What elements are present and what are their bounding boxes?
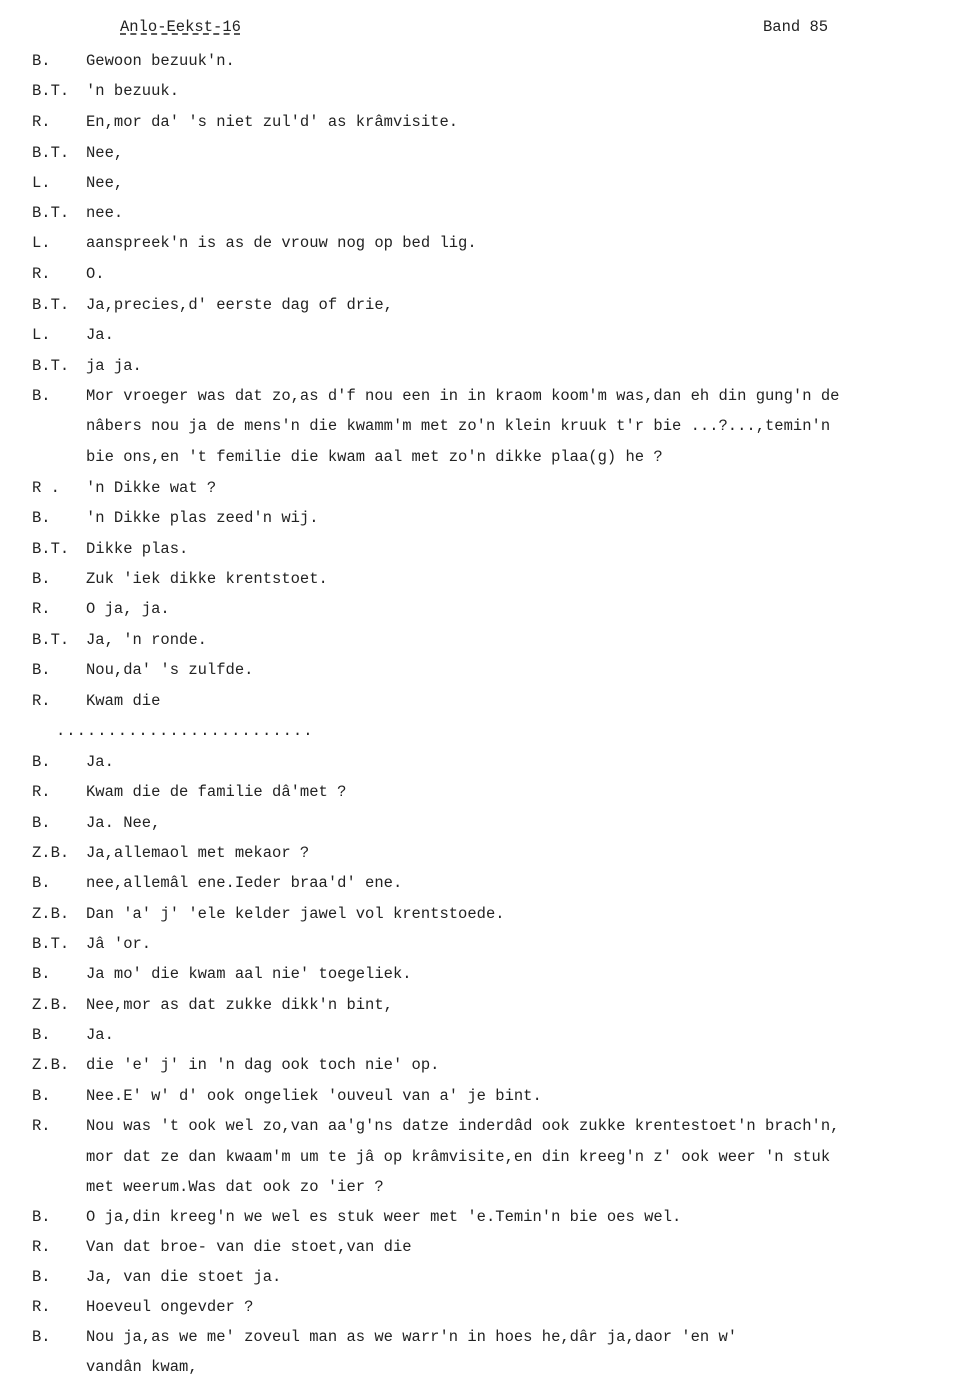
speaker-label: B. [32,814,51,832]
utterance-text: Ja,allemaol met mekaor ? [86,844,310,862]
speaker-label: R. [32,113,51,131]
speaker-label: B. [32,570,51,588]
speaker-label: B. [32,874,51,892]
utterance-text: Dan 'a' j' 'ele kelder jawel vol krentstoede. [86,905,505,923]
utterance-text: Dikke plas. [86,540,189,558]
speaker-label: R. [32,1298,51,1316]
speaker-label: B.T. [32,540,70,558]
speaker-label: B.T. [32,631,70,649]
utterance-text: Nee, [86,174,124,192]
speaker-label: R. [32,265,51,283]
speaker-label: B. [32,509,51,527]
utterance-text: Kwam die de familie dâ'met ? [86,783,347,801]
speaker-label: B. [32,387,51,405]
utterance-text: met weerum.Was dat ook zo 'ier ? [86,1178,384,1196]
speaker-label: Z.B. [32,1056,70,1074]
utterance-text: Nee,mor as dat zukke dikk'n bint, [86,996,393,1014]
speaker-label: B.T. [32,357,70,375]
utterance-text: Gewoon bezuuk'n. [86,52,235,70]
utterance-text: Ja,precies,d' eerste dag of drie, [86,296,393,314]
speaker-label: B.T. [32,935,70,953]
utterance-text: Ja. [86,326,114,344]
utterance-text: nee,allemâl ene.Ieder braa'd' ene. [86,874,403,892]
utterance-text: 'n Dikke plas zeed'n wij. [86,509,319,527]
utterance-text: Ja. [86,1026,114,1044]
utterance-text: 'n bezuuk. [86,82,180,100]
utterance-text: aanspreek'n is as de vrouw nog op bed lig. [86,234,477,252]
speaker-label: B. [32,661,51,679]
utterance-text: O. [86,265,105,283]
speaker-label: R. [32,600,51,618]
utterance-text: Zuk 'iek dikke krentstoet. [86,570,328,588]
utterance-text: 'n Dikke wat ? [86,479,217,497]
omission-separator: ......................... [56,722,314,740]
speaker-label: B.T. [32,82,70,100]
speaker-label: R. [32,783,51,801]
utterance-text: Ja. [86,753,114,771]
utterance-text: Jâ 'or. [86,935,152,953]
utterance-text: ja ja. [86,357,142,375]
speaker-label: B. [32,1328,51,1346]
utterance-text: mor dat ze dan kwaam'm um te jâ op krâmvisite,en din kreeg'n z' ook weer 'n stuk [86,1148,831,1166]
speaker-label: B. [32,753,51,771]
speaker-label: B.T. [32,204,70,222]
utterance-text: Van dat broe- van die stoet,van die [86,1238,412,1256]
utterance-text: nee. [86,204,124,222]
speaker-label: B.T. [32,296,70,314]
speaker-label: Z.B. [32,996,70,1014]
utterance-text: O ja, ja. [86,600,170,618]
speaker-label: R . [32,479,60,497]
utterance-text: Nou ja,as we me' zoveul man as we warr'n in hoes he,dâr ja,daor 'en w' [86,1328,738,1346]
speaker-label: L. [32,174,51,192]
utterance-text: bie ons,en 't femilie die kwam aal met zo'n dikke plaa(g) he ? [86,448,663,466]
utterance-text: vandân kwam, [86,1358,198,1376]
utterance-text: Mor vroeger was dat zo,as d'f nou een in in kraom koom'm was,dan eh din gung'n de [86,387,840,405]
utterance-text: Ja mo' die kwam aal nie' toegeliek. [86,965,412,983]
speaker-label: B. [32,52,51,70]
utterance-text: En,mor da' 's niet zul'd' as krâmvisite. [86,113,459,131]
speaker-label: Z.B. [32,844,70,862]
speaker-label: B. [32,1087,51,1105]
speaker-label: B. [32,1026,51,1044]
speaker-label: R. [32,1238,51,1256]
speaker-label: B. [32,1208,51,1226]
speaker-label: L. [32,326,51,344]
speaker-label: R. [32,692,51,710]
utterance-text: Ja, 'n ronde. [86,631,207,649]
speaker-label: R. [32,1117,51,1135]
speaker-label: B. [32,965,51,983]
utterance-text: Ja. Nee, [86,814,161,832]
utterance-text: O ja,din kreeg'n we wel es stuk weer met 'e.Temin'n bie oes wel. [86,1208,682,1226]
document-title: Anlo-Eekst-16 [120,18,241,36]
utterance-text: Ja, van die stoet ja. [86,1268,282,1286]
band-number: Band 85 [763,18,829,36]
speaker-label: B. [32,1268,51,1286]
utterance-text: Nee, [86,144,124,162]
speaker-label: B.T. [32,144,70,162]
utterance-text: nâbers nou ja de mens'n die kwamm'm met zo'n klein kruuk t'r bie ...?...,temin'n [86,417,831,435]
utterance-text: Nou was 't ook wel zo,van aa'g'ns datze inderdâd ook zukke krentestoet'n brach'n, [86,1117,840,1135]
utterance-text: Hoeveul ongevder ? [86,1298,254,1316]
speaker-label: Z.B. [32,905,70,923]
utterance-text: die 'e' j' in 'n dag ook toch nie' op. [86,1056,440,1074]
utterance-text: Nee.E' w' d' ook ongeliek 'ouveul van a' je bint. [86,1087,542,1105]
utterance-text: Kwam die [86,692,161,710]
utterance-text: Nou,da' 's zulfde. [86,661,254,679]
speaker-label: L. [32,234,51,252]
